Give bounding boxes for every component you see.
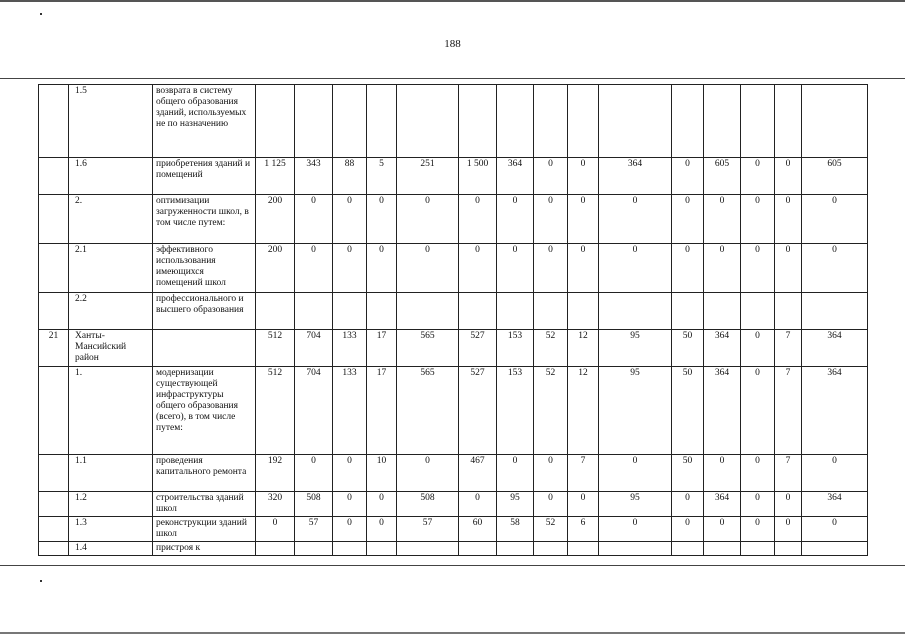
value-cell: 0 bbox=[704, 244, 741, 293]
value-cell: 50 bbox=[672, 367, 704, 455]
value-cell: 0 bbox=[741, 367, 775, 455]
scan-speck bbox=[40, 580, 42, 582]
value-cell: 0 bbox=[802, 244, 868, 293]
value-cell: 508 bbox=[295, 492, 333, 517]
value-cell: 0 bbox=[741, 455, 775, 492]
value-cell: 7 bbox=[775, 330, 802, 367]
value-cell: 12 bbox=[568, 330, 599, 367]
value-cell: 0 bbox=[672, 492, 704, 517]
value-cell: 0 bbox=[775, 492, 802, 517]
value-cell bbox=[534, 542, 568, 556]
value-cell bbox=[741, 542, 775, 556]
item-description-cell: модернизации существующей инфраструктуры общего образования (всего), в том числе путем: bbox=[153, 367, 256, 455]
region-number-cell bbox=[39, 195, 69, 244]
value-cell bbox=[704, 542, 741, 556]
item-description-cell: строительства зданий школ bbox=[153, 492, 256, 517]
value-cell: 0 bbox=[295, 244, 333, 293]
value-cell: 95 bbox=[599, 492, 672, 517]
value-cell: 0 bbox=[704, 455, 741, 492]
value-cell bbox=[775, 542, 802, 556]
value-cell: 0 bbox=[704, 517, 741, 542]
value-cell bbox=[256, 542, 295, 556]
value-cell: 0 bbox=[599, 195, 672, 244]
item-description-cell: оптимизации загруженности школ, в том числе путем: bbox=[153, 195, 256, 244]
value-cell: 58 bbox=[497, 517, 534, 542]
table-row bbox=[39, 517, 868, 542]
value-cell: 153 bbox=[497, 367, 534, 455]
value-cell bbox=[741, 293, 775, 330]
value-cell: 0 bbox=[568, 195, 599, 244]
data-table bbox=[38, 84, 868, 556]
region-number-cell bbox=[39, 158, 69, 195]
value-cell: 0 bbox=[704, 195, 741, 244]
value-cell: 0 bbox=[802, 455, 868, 492]
value-cell bbox=[775, 85, 802, 158]
value-cell bbox=[534, 85, 568, 158]
value-cell: 52 bbox=[534, 330, 568, 367]
value-cell bbox=[704, 293, 741, 330]
value-cell bbox=[397, 542, 459, 556]
value-cell: 133 bbox=[333, 367, 367, 455]
value-cell: 364 bbox=[802, 367, 868, 455]
value-cell: 50 bbox=[672, 455, 704, 492]
region-number-cell: 21 bbox=[39, 330, 69, 367]
value-cell: 1 500 bbox=[459, 158, 497, 195]
value-cell: 95 bbox=[599, 367, 672, 455]
value-cell bbox=[568, 85, 599, 158]
value-cell: 0 bbox=[534, 455, 568, 492]
value-cell: 364 bbox=[802, 492, 868, 517]
value-cell: 12 bbox=[568, 367, 599, 455]
scan-speck bbox=[40, 13, 42, 15]
table-row bbox=[39, 330, 868, 367]
value-cell: 0 bbox=[741, 195, 775, 244]
region-number-cell bbox=[39, 542, 69, 556]
value-cell bbox=[741, 85, 775, 158]
value-cell: 60 bbox=[459, 517, 497, 542]
value-cell: 0 bbox=[568, 492, 599, 517]
item-code-cell: 1.6 bbox=[69, 158, 153, 195]
table-row bbox=[39, 367, 868, 455]
value-cell bbox=[333, 293, 367, 330]
scan-top-edge bbox=[0, 0, 905, 2]
table-row bbox=[39, 542, 868, 556]
value-cell bbox=[704, 85, 741, 158]
value-cell: 0 bbox=[333, 492, 367, 517]
value-cell: 0 bbox=[497, 195, 534, 244]
value-cell: 0 bbox=[367, 195, 397, 244]
value-cell: 0 bbox=[741, 330, 775, 367]
value-cell: 0 bbox=[672, 195, 704, 244]
value-cell bbox=[599, 85, 672, 158]
value-cell bbox=[672, 85, 704, 158]
value-cell: 192 bbox=[256, 455, 295, 492]
value-cell: 0 bbox=[775, 244, 802, 293]
value-cell: 0 bbox=[672, 244, 704, 293]
value-cell: 1 125 bbox=[256, 158, 295, 195]
item-code-cell: 1.3 bbox=[69, 517, 153, 542]
value-cell bbox=[367, 542, 397, 556]
value-cell: 0 bbox=[333, 244, 367, 293]
item-code-cell: 1.4 bbox=[69, 542, 153, 556]
item-code-cell: 1. bbox=[69, 367, 153, 455]
value-cell: 0 bbox=[534, 195, 568, 244]
item-code-cell: 2. bbox=[69, 195, 153, 244]
value-cell: 0 bbox=[802, 195, 868, 244]
value-cell: 0 bbox=[367, 492, 397, 517]
value-cell: 565 bbox=[397, 367, 459, 455]
region-number-cell bbox=[39, 293, 69, 330]
value-cell: 565 bbox=[397, 330, 459, 367]
value-cell: 0 bbox=[599, 517, 672, 542]
value-cell: 200 bbox=[256, 244, 295, 293]
value-cell: 320 bbox=[256, 492, 295, 517]
value-cell: 605 bbox=[704, 158, 741, 195]
value-cell: 0 bbox=[333, 517, 367, 542]
value-cell: 0 bbox=[497, 244, 534, 293]
value-cell bbox=[367, 85, 397, 158]
value-cell: 17 bbox=[367, 330, 397, 367]
table-row bbox=[39, 244, 868, 293]
value-cell bbox=[534, 293, 568, 330]
value-cell: 0 bbox=[497, 455, 534, 492]
value-cell bbox=[802, 293, 868, 330]
value-cell: 95 bbox=[497, 492, 534, 517]
value-cell: 7 bbox=[775, 455, 802, 492]
value-cell: 527 bbox=[459, 367, 497, 455]
item-description-cell: реконструкции зданий школ bbox=[153, 517, 256, 542]
value-cell: 52 bbox=[534, 367, 568, 455]
item-description-cell: приобретения зданий и помещений bbox=[153, 158, 256, 195]
value-cell bbox=[333, 85, 367, 158]
value-cell: 0 bbox=[599, 244, 672, 293]
item-code-cell: 1.2 bbox=[69, 492, 153, 517]
region-number-cell bbox=[39, 367, 69, 455]
value-cell bbox=[367, 293, 397, 330]
region-number-cell bbox=[39, 85, 69, 158]
value-cell: 0 bbox=[534, 158, 568, 195]
value-cell: 0 bbox=[459, 492, 497, 517]
value-cell bbox=[397, 85, 459, 158]
value-cell bbox=[497, 85, 534, 158]
value-cell: 0 bbox=[459, 195, 497, 244]
value-cell: 0 bbox=[333, 195, 367, 244]
value-cell: 0 bbox=[333, 455, 367, 492]
value-cell: 508 bbox=[397, 492, 459, 517]
value-cell: 364 bbox=[704, 367, 741, 455]
value-cell: 0 bbox=[775, 195, 802, 244]
value-cell: 512 bbox=[256, 367, 295, 455]
value-cell: 0 bbox=[568, 158, 599, 195]
value-cell bbox=[802, 542, 868, 556]
value-cell: 200 bbox=[256, 195, 295, 244]
value-cell: 0 bbox=[802, 517, 868, 542]
value-cell: 153 bbox=[497, 330, 534, 367]
scan-bottom-edge bbox=[0, 632, 905, 634]
value-cell bbox=[599, 542, 672, 556]
value-cell: 0 bbox=[741, 158, 775, 195]
value-cell bbox=[672, 293, 704, 330]
value-cell bbox=[295, 85, 333, 158]
value-cell: 88 bbox=[333, 158, 367, 195]
value-cell bbox=[599, 293, 672, 330]
table-row bbox=[39, 455, 868, 492]
table-row bbox=[39, 158, 868, 195]
item-code-cell: 1.1 bbox=[69, 455, 153, 492]
value-cell: 57 bbox=[295, 517, 333, 542]
region-number-cell bbox=[39, 455, 69, 492]
page-number: 188 bbox=[444, 38, 461, 50]
value-cell: 0 bbox=[295, 455, 333, 492]
value-cell: 0 bbox=[672, 158, 704, 195]
value-cell: 364 bbox=[497, 158, 534, 195]
value-cell: 0 bbox=[534, 492, 568, 517]
value-cell: 52 bbox=[534, 517, 568, 542]
value-cell: 6 bbox=[568, 517, 599, 542]
value-cell: 10 bbox=[367, 455, 397, 492]
value-cell: 364 bbox=[704, 330, 741, 367]
value-cell: 467 bbox=[459, 455, 497, 492]
item-description-cell: профессионального и высшего образования bbox=[153, 293, 256, 330]
table-row bbox=[39, 492, 868, 517]
value-cell: 133 bbox=[333, 330, 367, 367]
bottom-rule bbox=[0, 565, 905, 566]
value-cell: 0 bbox=[397, 455, 459, 492]
value-cell: 17 bbox=[367, 367, 397, 455]
value-cell: 7 bbox=[775, 367, 802, 455]
item-description-cell: эффективного использования имеющихся помещений школ bbox=[153, 244, 256, 293]
value-cell: 364 bbox=[599, 158, 672, 195]
value-cell bbox=[568, 542, 599, 556]
item-description-cell bbox=[153, 330, 256, 367]
value-cell bbox=[775, 293, 802, 330]
value-cell bbox=[497, 542, 534, 556]
table-row bbox=[39, 293, 868, 330]
item-description-cell: возврата в систему общего образования зданий, используемых не по назначению bbox=[153, 85, 256, 158]
value-cell: 0 bbox=[295, 195, 333, 244]
item-code-cell: 1.5 bbox=[69, 85, 153, 158]
value-cell: 0 bbox=[397, 195, 459, 244]
value-cell bbox=[333, 542, 367, 556]
value-cell bbox=[672, 542, 704, 556]
value-cell bbox=[459, 542, 497, 556]
value-cell: 364 bbox=[802, 330, 868, 367]
item-description-cell: пристроя к bbox=[153, 542, 256, 556]
value-cell bbox=[256, 293, 295, 330]
value-cell: 527 bbox=[459, 330, 497, 367]
table-row bbox=[39, 85, 868, 158]
value-cell: 0 bbox=[367, 244, 397, 293]
value-cell: 7 bbox=[568, 455, 599, 492]
value-cell: 704 bbox=[295, 367, 333, 455]
value-cell bbox=[295, 293, 333, 330]
value-cell bbox=[459, 85, 497, 158]
value-cell: 364 bbox=[704, 492, 741, 517]
value-cell: 605 bbox=[802, 158, 868, 195]
value-cell: 0 bbox=[459, 244, 497, 293]
region-number-cell bbox=[39, 244, 69, 293]
value-cell bbox=[568, 293, 599, 330]
value-cell: 0 bbox=[599, 455, 672, 492]
top-rule bbox=[0, 78, 905, 79]
value-cell bbox=[295, 542, 333, 556]
value-cell: 0 bbox=[775, 158, 802, 195]
value-cell: 704 bbox=[295, 330, 333, 367]
value-cell bbox=[397, 293, 459, 330]
value-cell: 343 bbox=[295, 158, 333, 195]
value-cell: 0 bbox=[741, 244, 775, 293]
value-cell bbox=[256, 85, 295, 158]
value-cell bbox=[497, 293, 534, 330]
value-cell: 0 bbox=[256, 517, 295, 542]
item-code-cell: Ханты-Мансийский район bbox=[69, 330, 153, 367]
value-cell: 95 bbox=[599, 330, 672, 367]
value-cell: 57 bbox=[397, 517, 459, 542]
value-cell: 0 bbox=[397, 244, 459, 293]
value-cell bbox=[802, 85, 868, 158]
item-description-cell: проведения капитального ремонта bbox=[153, 455, 256, 492]
table-row bbox=[39, 195, 868, 244]
region-number-cell bbox=[39, 492, 69, 517]
value-cell: 0 bbox=[775, 517, 802, 542]
item-code-cell: 2.1 bbox=[69, 244, 153, 293]
value-cell: 0 bbox=[534, 244, 568, 293]
value-cell: 5 bbox=[367, 158, 397, 195]
value-cell: 251 bbox=[397, 158, 459, 195]
value-cell bbox=[459, 293, 497, 330]
value-cell: 0 bbox=[568, 244, 599, 293]
item-code-cell: 2.2 bbox=[69, 293, 153, 330]
value-cell: 0 bbox=[741, 517, 775, 542]
value-cell: 0 bbox=[367, 517, 397, 542]
value-cell: 50 bbox=[672, 330, 704, 367]
value-cell: 0 bbox=[741, 492, 775, 517]
region-number-cell bbox=[39, 517, 69, 542]
value-cell: 512 bbox=[256, 330, 295, 367]
value-cell: 0 bbox=[672, 517, 704, 542]
